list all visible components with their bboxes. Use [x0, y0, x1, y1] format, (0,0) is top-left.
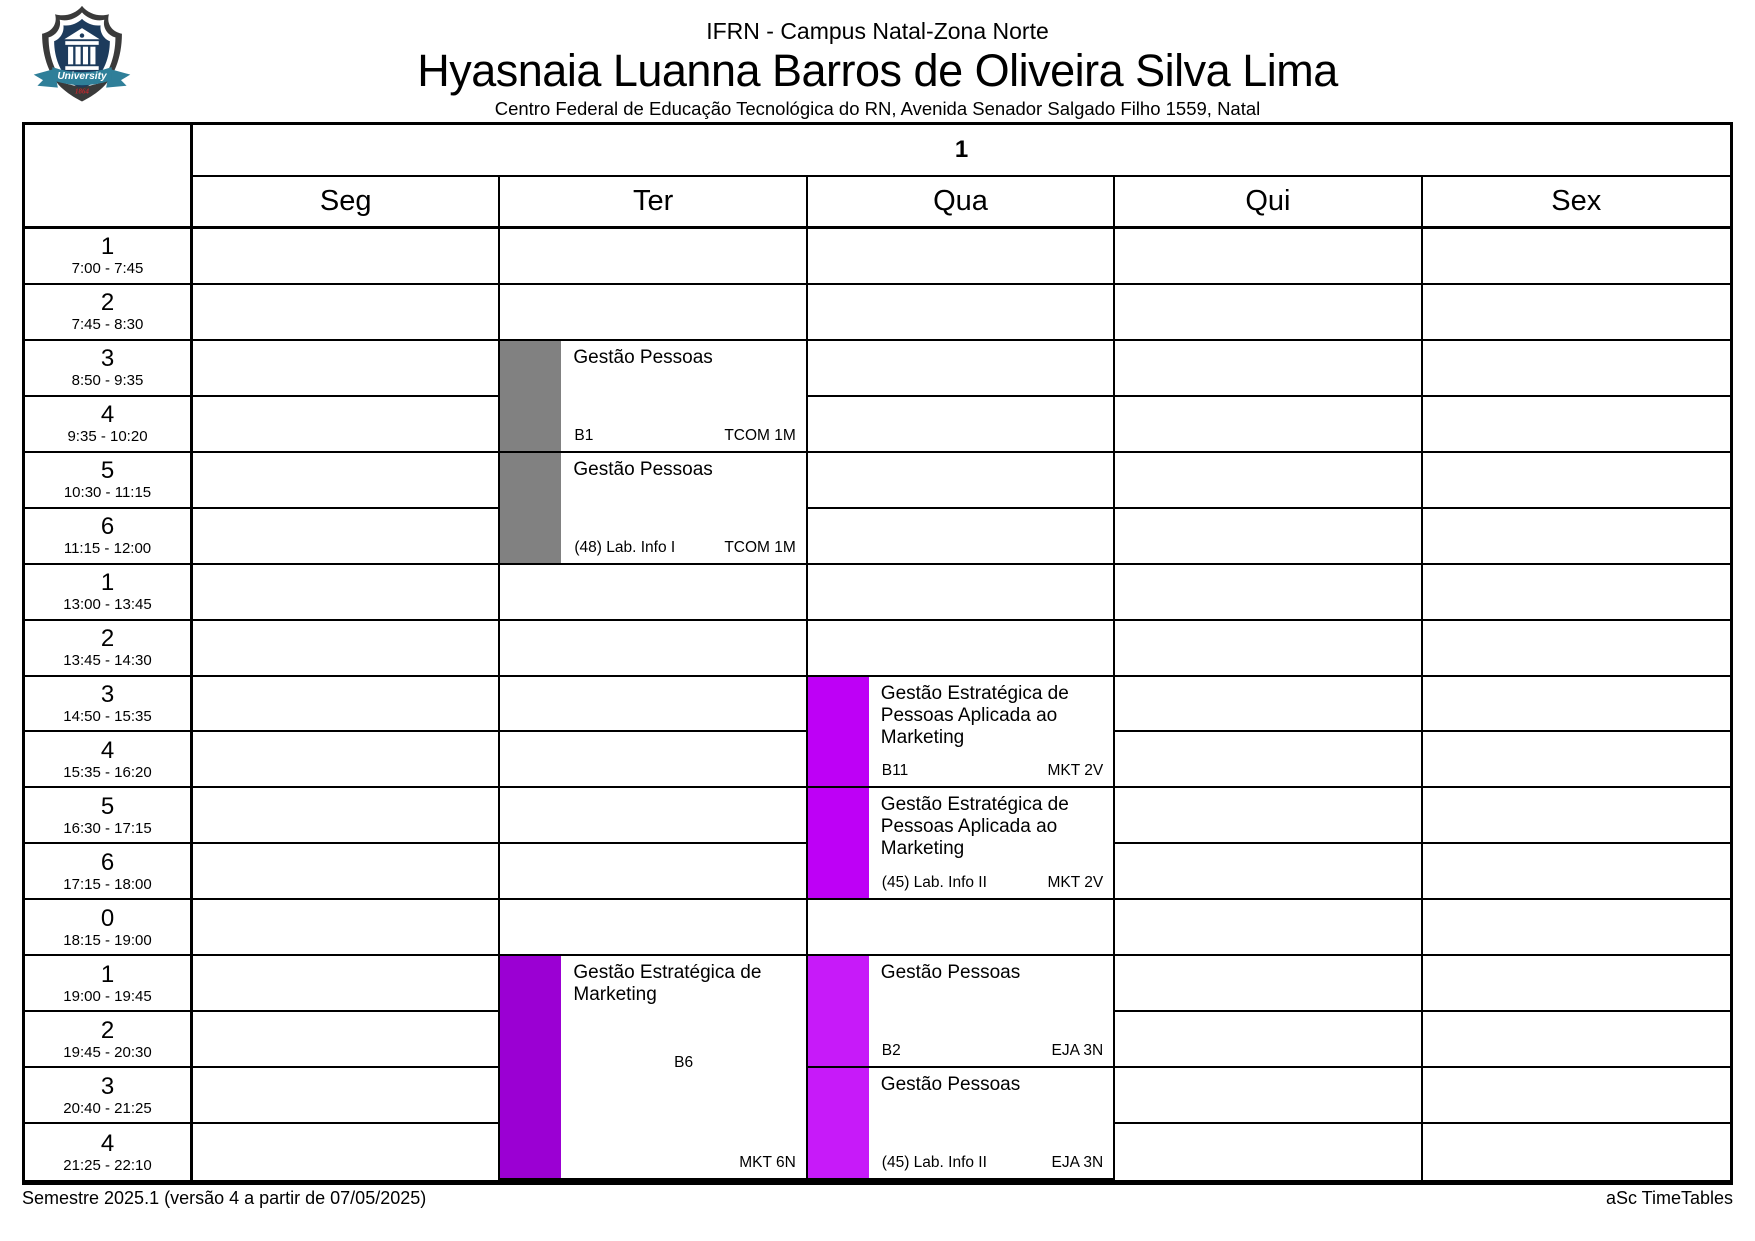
empty-cell [1423, 509, 1730, 565]
period-label: 3 8:50 - 9:35 [25, 341, 193, 397]
empty-cell [193, 844, 500, 900]
lesson-block-gestao-estrategica-marketing [498, 954, 807, 1180]
lesson-subject: Gestão Estratégica de Marketing [573, 962, 762, 1006]
lesson-color-bar [808, 788, 869, 898]
empty-cell [500, 621, 807, 677]
empty-cell [193, 1012, 500, 1068]
lesson-block-gestao-pessoas-qua-1 [806, 954, 1115, 1068]
period-label: 3 20:40 - 21:25 [25, 1068, 193, 1124]
period-label: 4 15:35 - 16:20 [25, 732, 193, 788]
empty-cell [193, 956, 500, 1012]
empty-cell [1423, 565, 1730, 621]
lesson-color-bar [500, 956, 561, 1178]
lesson-room: B11 [881, 762, 909, 780]
empty-cell [1115, 1068, 1422, 1124]
logo-banner-text: University [57, 70, 107, 82]
lesson-subject: Gestão Pessoas [573, 346, 713, 368]
lesson-color-bar [500, 453, 561, 563]
empty-cell [193, 565, 500, 621]
period-label: 0 18:15 - 19:00 [25, 900, 193, 956]
empty-cell [500, 732, 807, 788]
lesson-block-gestao-pessoas-qua-2 [806, 1066, 1115, 1180]
lesson-class-group: MKT 6N [739, 1154, 796, 1171]
empty-cell [1115, 1012, 1422, 1068]
empty-cell [808, 341, 1115, 397]
empty-cell [1115, 844, 1422, 900]
empty-cell [1423, 956, 1730, 1012]
lesson-room: B6 [674, 1053, 694, 1071]
day-header-ter: Ter [500, 177, 807, 229]
empty-cell [1115, 453, 1422, 509]
lesson-class-group: EJA 3N [1051, 1042, 1104, 1060]
empty-cell [1115, 565, 1422, 621]
empty-cell [1423, 229, 1730, 285]
empty-cell [1423, 285, 1730, 341]
page-title: Hyasnaia Luanna Barros de Oliveira Silva Lima [417, 45, 1338, 96]
empty-cell [193, 341, 500, 397]
lesson-block-gestao-estrategica-pessoas-2 [806, 786, 1115, 900]
empty-cell [193, 285, 500, 341]
empty-cell [193, 509, 500, 565]
day-header-sex: Sex [1423, 177, 1730, 229]
empty-cell [500, 229, 807, 285]
empty-cell [193, 900, 500, 956]
empty-cell [1423, 1068, 1730, 1124]
empty-cell [808, 565, 1115, 621]
lesson-subject: Gestão Pessoas [880, 962, 1021, 984]
empty-cell [1115, 1124, 1422, 1180]
empty-cell [808, 453, 1115, 509]
institution-title: IFRN - Campus Natal-Zona Norte [706, 18, 1049, 44]
empty-cell [1115, 788, 1422, 844]
empty-cell [1115, 341, 1422, 397]
period-label: 2 13:45 - 14:30 [25, 621, 193, 677]
empty-cell [193, 1068, 500, 1124]
period-label: 5 16:30 - 17:15 [25, 788, 193, 844]
lesson-room: B2 [881, 1042, 901, 1060]
period-label: 1 19:00 - 19:45 [25, 956, 193, 1012]
empty-cell [1423, 397, 1730, 453]
empty-cell [193, 677, 500, 733]
period-label: 1 7:00 - 7:45 [25, 229, 193, 285]
period-label: 6 17:15 - 18:00 [25, 844, 193, 900]
timetable-grid [22, 122, 1733, 1185]
lesson-subject: Gestão Pessoas [573, 458, 713, 480]
empty-cell [808, 229, 1115, 285]
empty-cell [193, 453, 500, 509]
empty-cell [1423, 677, 1730, 733]
period-label: 1 13:00 - 13:45 [25, 565, 193, 621]
lesson-subject: Gestão Pessoas [880, 1074, 1021, 1096]
lesson-class-group: EJA 3N [1051, 1154, 1104, 1171]
empty-cell [500, 844, 807, 900]
lesson-color-bar [808, 677, 869, 787]
lesson-color-bar [808, 1068, 869, 1178]
corner-cell [25, 125, 193, 229]
period-label: 4 9:35 - 10:20 [25, 397, 193, 453]
empty-cell [1115, 509, 1422, 565]
empty-cell [193, 732, 500, 788]
day-header-qua: Qua [808, 177, 1115, 229]
period-label: 4 21:25 - 22:10 [25, 1124, 193, 1180]
empty-cell [193, 788, 500, 844]
empty-cell [1115, 229, 1422, 285]
lesson-room: (45) Lab. Info II [881, 874, 987, 892]
lesson-class-group: TCOM 1M [724, 426, 796, 444]
day-header-seg: Seg [193, 177, 500, 229]
empty-cell [1423, 844, 1730, 900]
empty-cell [1423, 453, 1730, 509]
lesson-block-gestao-pessoas-ter-2 [498, 451, 807, 565]
empty-cell [1423, 1012, 1730, 1068]
logo-year-text: 1864 [75, 87, 89, 96]
header [22, 6, 1733, 119]
empty-cell [808, 621, 1115, 677]
empty-cell [1115, 621, 1422, 677]
lesson-room: (45) Lab. Info II [881, 1154, 987, 1171]
period-label: 3 14:50 - 15:35 [25, 677, 193, 733]
lesson-color-bar [500, 341, 561, 451]
footer-semester-info: Semestre 2025.1 (versão 4 a partir de 07/05/2025) [22, 1188, 427, 1208]
empty-cell [1115, 732, 1422, 788]
empty-cell [1423, 788, 1730, 844]
lesson-class-group: MKT 2V [1047, 874, 1104, 892]
empty-cell [1423, 341, 1730, 397]
empty-cell [1115, 900, 1422, 956]
institution-address: Centro Federal de Educação Tecnológica do RN, Avenida Senador Salgado Filho 1559, Natal [494, 98, 1261, 119]
empty-cell [1115, 397, 1422, 453]
lesson-room: B1 [574, 426, 594, 444]
period-label: 2 7:45 - 8:30 [25, 285, 193, 341]
group-header: 1 [193, 125, 1730, 177]
lesson-block-gestao-pessoas-ter-1 [498, 339, 807, 453]
lesson-subject: Gestão Estratégica de Pessoas Aplicada ao Marketing [880, 682, 1069, 748]
footer-app-name: aSc TimeTables [1605, 1188, 1733, 1208]
lesson-subject: Gestão Estratégica de Pessoas Aplicada ao Marketing [880, 794, 1069, 860]
lesson-room: (48) Lab. Info I [574, 538, 676, 556]
empty-cell [808, 285, 1115, 341]
empty-cell [1115, 956, 1422, 1012]
empty-cell [193, 621, 500, 677]
empty-cell [1423, 900, 1730, 956]
empty-cell [1423, 1124, 1730, 1180]
lesson-block-gestao-estrategica-pessoas-1 [806, 675, 1115, 789]
empty-cell [1115, 677, 1422, 733]
empty-cell [193, 229, 500, 285]
empty-cell [1423, 732, 1730, 788]
empty-cell [500, 677, 807, 733]
period-label: 6 11:15 - 12:00 [25, 509, 193, 565]
empty-cell [500, 285, 807, 341]
lesson-color-bar [808, 956, 869, 1066]
empty-cell [500, 565, 807, 621]
empty-cell [808, 900, 1115, 956]
period-label: 5 10:30 - 11:15 [25, 453, 193, 509]
period-label: 2 19:45 - 20:30 [25, 1012, 193, 1068]
lesson-class-group: MKT 2V [1047, 762, 1104, 780]
empty-cell [1423, 621, 1730, 677]
empty-cell [808, 397, 1115, 453]
empty-cell [193, 397, 500, 453]
empty-cell [193, 1124, 500, 1180]
lesson-class-group: TCOM 1M [724, 538, 796, 556]
empty-cell [500, 900, 807, 956]
day-header-qui: Qui [1115, 177, 1422, 229]
empty-cell [808, 509, 1115, 565]
empty-cell [1115, 285, 1422, 341]
empty-cell [500, 788, 807, 844]
